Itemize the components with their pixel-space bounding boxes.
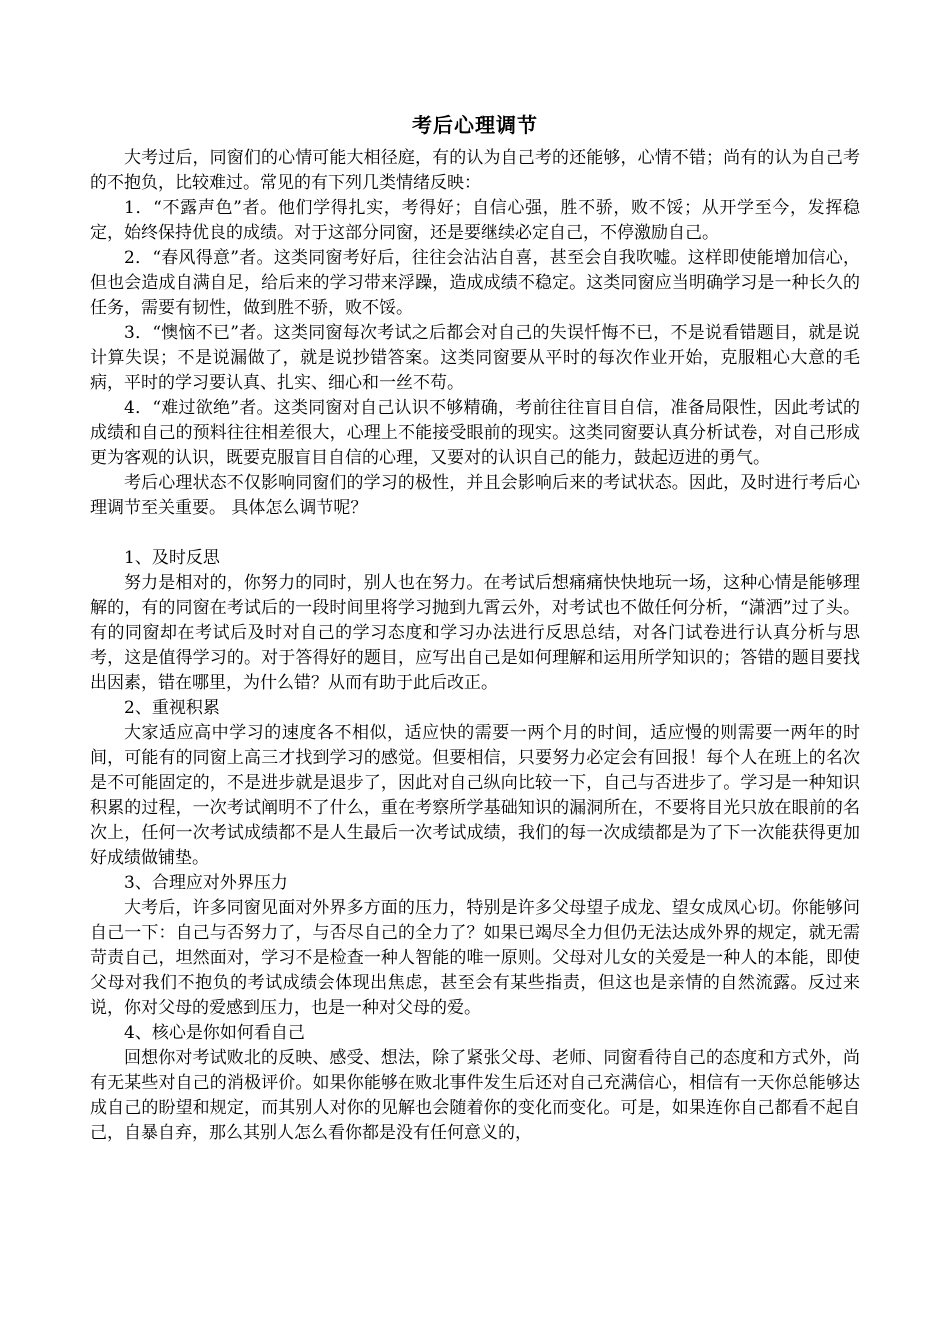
intro-paragraph: 大考过后，同窗们的心情可能大相径庭，有的认为自己考的还能够，心情不错；尚有的认为自己考的不抱负，比较难过。常见的有下列几类情绪反映： <box>90 148 860 193</box>
section-body-accumulate: 大家适应高中学习的速度各不相似，适应快的需要一两个月的时间，适应慢的则需要一两年的时间，可能有的同窗上高三才找到学习的感觉。但要相信，只要努力必定会有回报！每个人在班上的名次是不可能固定的，不是进步就是退步了，因此对自己纵向比较一下，自己与否进步了。学习是一种知识积累的过程，一次考试阐明不了什么，重在考察所学基础知识的漏洞所在，不要将目光只放在眼前的名次上，任何一次考试成绩都不是人生最后一次考试成绩，我们的每一次成绩都是为了下一次能获得更加好成绩做铺垫。 <box>90 723 860 868</box>
section-heading-accumulate: 2、重视积累 <box>124 698 220 718</box>
section-body-reflect: 努力是相对的，你努力的同时，别人也在努力。在考试后想痛痛快快地玩一场，这种心情是能够理解的，有的同窗在考试后的一段时间里将学习抛到九霄云外，对考试也不做任何分析，“潇洒”过了头。有的同窗却在考试后及时对自己的学习态度和学习办法进行反思总结，对各门试卷进行认真分析与思考，这是值得学习的。对于答得好的题目，应写出自己是如何理解和运用所学知识的；答错的题目要找出因素，错在哪里，为什么错？从而有助于此后改正。 <box>90 573 860 693</box>
emotion-type-3: 3．“懊恼不已”者。这类同窗每次考试之后都会对自己的失误忏悔不已，不是说看错题目，就是说计算失误；不是说漏做了，就是说抄错答案。这类同窗要从平时的每次作业开始，克服粗心大意的毛病，平时的学习要认真、扎实、细心和一丝不苟。 <box>90 323 860 393</box>
document-page <box>90 110 860 1146</box>
section-heading-pressure: 3、合理应对外界压力 <box>124 873 288 893</box>
section-body-pressure: 大考后，许多同窗见面对外界多方面的压力，特别是许多父母望子成龙、望女成凤心切。你能够问自己一下：自己与否努力了，与否尽自己的全力了？如果已竭尽全力但仍无法达成外界的规定，就无需苛责自己，坦然面对，学习不是检查一种人智能的唯一原则。父母对儿女的关爱是一种人的本能，即使父母对我们不抱负的考试成绩会体现出焦虑，甚至会有某些指责，但这也是亲情的自然流露。反过来说，你对父母的爱感到压力，也是一种对父母的爱。 <box>90 898 860 1018</box>
emotion-type-2: 2．“春风得意”者。这类同窗考好后，往往会沾沾自喜，甚至会自我吹嘘。这样即使能增加信心，但也会造成自满自足，给后来的学习带来浮躁，造成成绩不稳定。这类同窗应当明确学习是一种长久的任务，需要有韧性，做到胜不骄，败不馁。 <box>90 248 860 318</box>
blank-line <box>90 521 860 546</box>
emotion-type-4: 4．“难过欲绝”者。这类同窗对自己认识不够精确，考前往往盲目自信，准备局限性，因此考试的成绩和自己的预料往往相差很大，心理上不能接受眼前的现实。这类同窗要认真分析试卷，对自己形成更为客观的认识，既要克服盲目自信的心理，又要对的认识自己的能力，鼓起迈进的勇气。 <box>90 398 860 468</box>
transition-paragraph: 考后心理状态不仅影响同窗们的学习的极性，并且会影响后来的考试状态。因此，及时进行考后心理调节至关重要。 具体怎么调节呢？ <box>90 473 860 518</box>
section-heading-reflect: 1、及时反思 <box>124 548 220 568</box>
section-body-self-view: 回想你对考试败北的反映、感受、想法，除了紧张父母、老师、同窗看待自己的态度和方式外，尚有无某些对自己的消极评价。如果你能够在败北事件发生后还对自己充满信心，相信有一天你总能够达成自己的盼望和规定，而其别人对你的见解也会随着你的变化而变化。可是，如果连你自己都看不起自己，自暴自弃，那么其别人怎么看你都是没有任何意义的， <box>90 1048 860 1143</box>
page-title: 考后心理调节 <box>412 113 538 137</box>
emotion-type-1: 1．“不露声色”者。他们学得扎实，考得好；自信心强，胜不骄，败不馁；从开学至今，发挥稳定，始终保持优良的成绩。对于这部分同窗，还是要继续必定自己，不停激励自己。 <box>90 198 860 243</box>
section-heading-self-view: 4、核心是你如何看自己 <box>124 1023 305 1043</box>
